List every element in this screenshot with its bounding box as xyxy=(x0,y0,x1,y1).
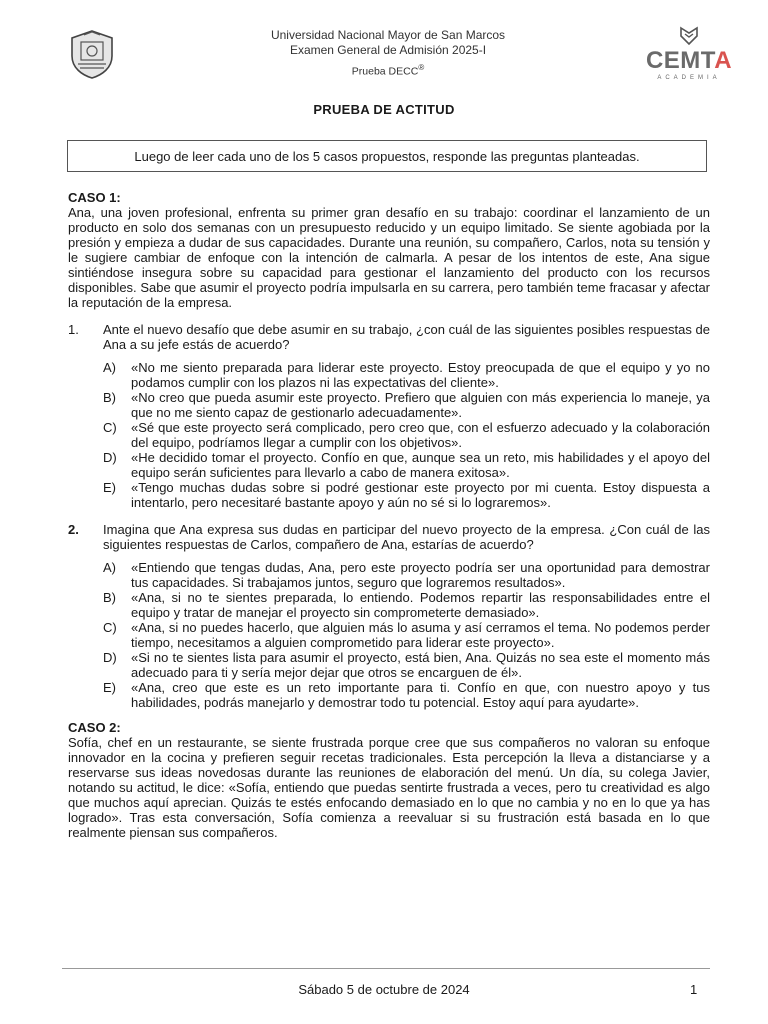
footer-divider xyxy=(62,968,710,969)
cemta-wordmark: CEMTA xyxy=(645,47,733,74)
cemta-emblem-icon xyxy=(677,24,701,48)
question-2-options xyxy=(103,560,710,710)
registered-mark: ® xyxy=(418,63,425,72)
page-number: 1 xyxy=(690,982,698,997)
university-name: Universidad Nacional Mayor de San Marcos xyxy=(270,28,506,42)
question-1-number: 1. xyxy=(68,322,79,337)
option-1d: D) «He decidido tomar el proyecto. Confío en que, aunque sea un reto, mis habilidades y el apoyo del equipo serán suficientes para llevarlo a cabo de manera exitosa». xyxy=(103,450,710,480)
option-1b: B) «No creo que pueda asumir este proyecto. Prefiero que alguien con más experiencia lo maneje, ya que no me siento capaz de gestionarlo adecuadamente». xyxy=(103,390,710,420)
exam-header xyxy=(230,28,546,80)
option-1e: E) «Tengo muchas dudas sobre si podré gestionar este proyecto por mi cuenta. Estoy dispuesta a intentarlo, pero necesitaré bastante apoyo y aún no sé si lo lograremos». xyxy=(103,480,710,510)
case-1-text: Ana, una joven profesional, enfrenta su primer gran desafío en su trabajo: coordinar el lanzamiento de un producto en solo dos semanas con un presupuesto reducido y un equipo limitado. Se siente agobiada por la presión y empieza a dudar de sus capacidades. Durante una reunión, su compañero, Carlos, nota su tensión y le sugiere cambiar de enfoque con la intención de calmarla. A pesar de los intentos de este, Ana sigue sintiéndose insegura sobre su capacidad para gestionar el lanzamiento del producto con los recursos disponibles. Sabe que asumir el proyecto podría impulsarla en su carrera, pero también teme fracasar y afectar la reputación de la empresa. xyxy=(68,205,710,310)
option-1a: A) «No me siento preparada para liderar este proyecto. Estoy preocupada de que el equipo y yo no podamos cumplir con los plazos ni las expectativas del cliente». xyxy=(103,360,710,390)
option-2c: C) «Ana, si no puedes hacerlo, que alguien más lo asuma y así cerramos el tema. No podemos perder tiempo, necesitamos a alguien comprometido para liderar este proyecto». xyxy=(103,620,710,650)
option-2b: B) «Ana, si no te sientes preparada, lo entiendo. Podemos repartir las responsabilidades entre el equipo y tratar de manejar el proyecto sin comprometerte demasiado». xyxy=(103,590,710,620)
option-1c: C) «Sé que este proyecto será complicado, pero creo que, con el esfuerzo adecuado y la colaboración del equipo, podríamos llegar a cumplir con los objetivos». xyxy=(103,420,710,450)
case-1-title: CASO 1: xyxy=(68,190,121,205)
question-1 xyxy=(68,322,710,352)
footer-date: Sábado 5 de octubre de 2024 xyxy=(298,982,470,997)
option-2e: E) «Ana, creo que este es un reto importante para ti. Confío en que, con nuestro apoyo y tus habilidades, podrás manejarlo y demostrar todo tu potencial. Estoy aquí para ayudarte». xyxy=(103,680,710,710)
instruction-box xyxy=(67,140,707,172)
question-1-text: Ante el nuevo desafío que debe asumir en su trabajo, ¿con cuál de las siguientes posibles respuestas de Ana a su jefe estás de acuerdo? xyxy=(103,322,710,352)
option-2d: D) «Si no te sientes lista para asumir el proyecto, está bien, Ana. Quizás no sea este el momento más adecuado para ti y sería mejor dejar que otros se encarguen de él». xyxy=(103,650,710,680)
exam-name: Examen General de Admisión 2025-I xyxy=(289,43,487,57)
test-name: Prueba DECC® xyxy=(351,63,425,78)
university-crest-logo xyxy=(66,28,118,80)
cemta-logo xyxy=(636,24,742,88)
question-1-options xyxy=(103,360,710,510)
cemta-subtitle: ACADEMIA xyxy=(657,75,721,81)
instruction-text: Luego de leer cada uno de los 5 casos propuestos, responde las preguntas planteadas. xyxy=(134,148,640,164)
exam-content xyxy=(68,190,710,840)
page-title: PRUEBA DE ACTITUD xyxy=(313,102,455,117)
question-2-number: 2. xyxy=(68,522,79,537)
option-2a: A) «Entiendo que tengas dudas, Ana, pero este proyecto podría ser una oportunidad para demostrar tus capacidades. Si trabajamos juntos, seguro que lograremos resultados». xyxy=(103,560,710,590)
question-2 xyxy=(68,522,710,552)
question-2-text: Imagina que Ana expresa sus dudas en participar del nuevo proyecto de la empresa. ¿Con cuál de las siguientes respuestas de Carlos, compañero de Ana, estarías de acuerdo? xyxy=(103,522,710,552)
case-2-title: CASO 2: xyxy=(68,720,121,735)
case-2-text: Sofía, chef en un restaurante, se siente frustrada porque cree que sus compañeros no valoran su enfoque innovador en la cocina y prefieren seguir recetas tradicionales. Esta percepción la lleva a distanciarse y a reservarse sus ideas novedosas durante las reuniones de elaboración del menú. Un día, su colega Javier, notando su actitud, le dice: «Sofía, entiendo que puedas sentirte frustrada a veces, pero tu creatividad es algo que muchos aquí aprecian. Quizás te estés enfocando demasiado en lo que no cambia y no en lo que ya has logrado». Tras esta conversación, Sofía comienza a reevaluar si su frustración está basada en lo que realmente piensan sus compañeros. xyxy=(68,735,710,840)
